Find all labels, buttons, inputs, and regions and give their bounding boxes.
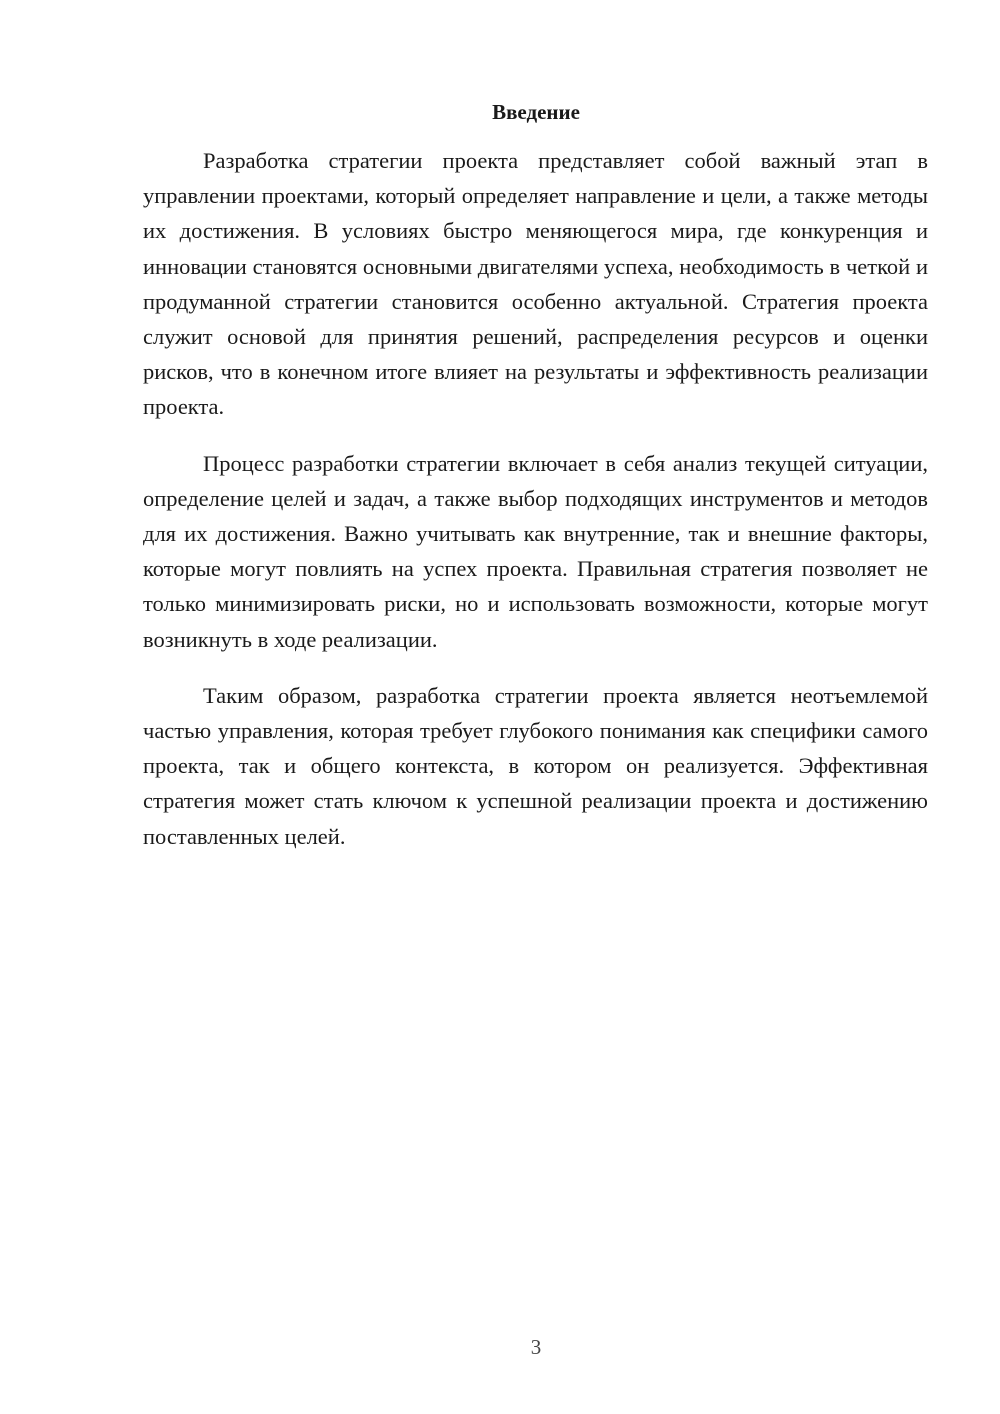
paragraph-2: Процесс разработки стратегии включает в себя анализ текущей ситуации, определение целей и задач, а также выбор подходящих инструментов и методов для их достижения. Важно учитывать как внутренние, так и внешние факторы, которые могут повлиять на успех проекта. Правильная стратегия позволяет не только минимизировать риски, но и использовать возможности, которые могут возникнуть в ходе реализации.	[143, 450, 928, 652]
paragraph-3: Таким образом, разработка стратегии проекта является неотъемлемой частью управления, которая требует глубокого понимания как специфики самого проекта, так и общего контекста, в котором он реализуется. Эффективная стратегия может стать ключом к успешной реализации проекта и достижению поставленных целей.	[143, 682, 928, 849]
body-text	[143, 143, 928, 875]
paragraph-1: Разработка стратегии проекта представляет собой важный этап в управлении проектами, который определяет направление и цели, а также методы их достижения. В условиях быстро меняющегося мира, где конкуренция и инновации становятся основными двигателями успеха, необходимость в четкой и продуманной стратегии становится особенно актуальной. Стратегия проекта служит основой для принятия решений, распределения ресурсов и оценки рисков, что в конечном итоге влияет на результаты и эффективность реализации проекта.	[143, 148, 928, 420]
section-title: Введение	[492, 100, 580, 124]
page-number: 3	[530, 1335, 542, 1359]
